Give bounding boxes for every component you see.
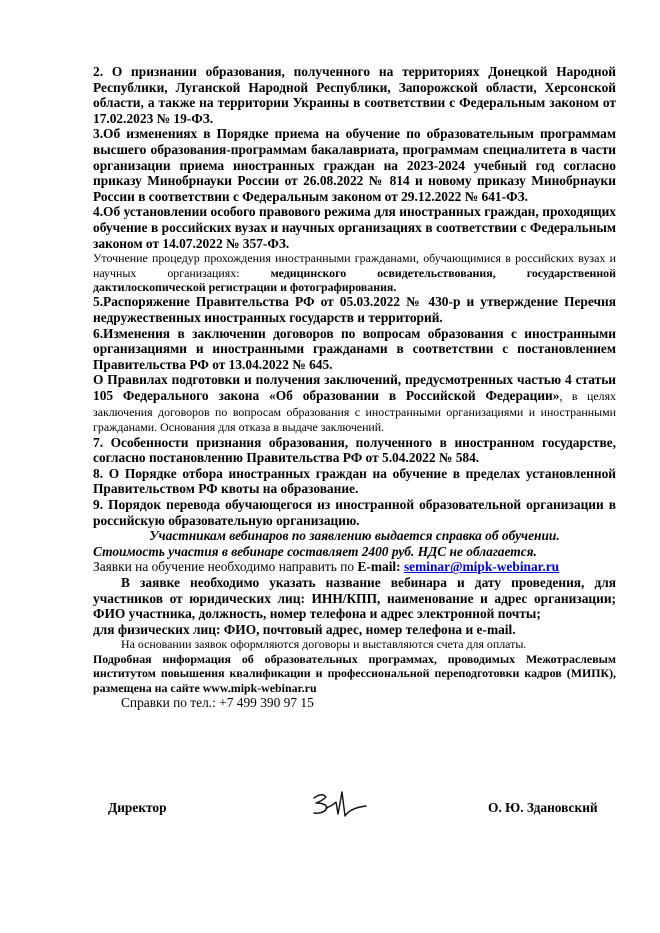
- document-body: [93, 64, 616, 711]
- certificate-notice: Участникам вебинаров по заявлению выдается справка об обучении.: [149, 528, 560, 544]
- item-7: 7. Особенности признания образования, полученного в иностранном государстве, согласно постановлению Правительства РФ от 5.04.2022 № 584.: [93, 434, 616, 466]
- info-paragraph: Подробная информация об образовательных программах, проводимых Межотраслевым институтом повышения квалификации и профессиональной переподготовки кадров (МИПК), размещена на сайте www.mipk-webinar.ru: [93, 651, 616, 695]
- email-label: E-mail:: [357, 559, 404, 575]
- individual-requirements: для физических лиц: ФИО, почтовый адрес, номер телефона и e-mail.: [93, 621, 516, 637]
- item-2: 2. О признании образования, полученного на территориях Донецкой Народной Республики, Луганской Народной Республики, Запорожской области, Херсонской области, а также на территории Украины в соответствии с Федеральным законом от 17.02.2023 № 19-ФЗ.: [93, 64, 616, 126]
- item-5: 5.Распоряжение Правительства РФ от 05.03.2022 № 430-р и утверждение Перечня недружественных иностранных государств и территорий.: [93, 294, 616, 325]
- cost-notice: Стоимость участия в вебинаре составляет 2400 руб. НДС не облагается.: [93, 543, 537, 559]
- signatory-title: Директор: [108, 800, 167, 815]
- item-3: 3.Об изменениях в Порядке приема на обучение по образовательным программам высшего образования-программам бакалавриата, программам специалитета в части организации приема иностранных граждан на 2023-2024 учебный год согласно приказу Минобрнауки России от 26.08.2022 № 814 и новому приказу Минобрнауки России в соответствии с Федеральным законом от 29.12.2022 № 641-ФЗ.: [93, 126, 616, 204]
- apply-line: [93, 559, 616, 575]
- item-4-details: [93, 251, 616, 294]
- item-6: 6.Изменения в заключении договоров по вопросам образования с иностранными организациями и иностранными гражданами в соответствии с постановлением Правительства РФ от 13.04.2022 № 645.: [93, 325, 616, 372]
- item-4: 4.Об установлении особого правового режима для иностранных граждан, проходящих обучение в российских вузах и научных организациях в соответствии с Федеральным законом от 14.07.2022 № 357-ФЗ.: [93, 204, 616, 251]
- item-4-details-bold: медицинского освидетельствования, государственной дактилоскопической регистрации и фотографирования.: [93, 265, 616, 294]
- item-6-rules: [93, 372, 616, 434]
- item-6-rules-rest: , в целях заключения договоров по вопросам образования с иностранными организациями и иностранными гражданами. Основания для отказа в выдаче заключений.: [93, 388, 616, 435]
- item-6-rules-bold: О Правилах подготовки и получения заключений, предусмотренных частью 4 статьи 105 Федерального закона «Об образовании в Российской Федерации»: [93, 372, 616, 403]
- item-9: 9. Порядок перевода обучающегося из иностранной образовательной организации в российскую образовательную организацию.: [93, 497, 616, 528]
- legal-requirements: В заявке необходимо указать название вебинара и дату проведения, для участников от юридических лиц: ИНН/КПП, наименование и адрес организации; ФИО участника, должность, номер телефона и адрес электронной почты;: [93, 575, 616, 622]
- signatory-name: О. Ю. Здановский: [488, 800, 598, 815]
- handwritten-signature-icon: [300, 786, 370, 822]
- email-link[interactable]: seminar@mipk-webinar.ru: [403, 559, 560, 575]
- phone-line: Справки по тел.: +7 499 390 97 15: [121, 695, 314, 711]
- contracts-note: На основании заявок оформляются договоры и выставляются счета для оплаты.: [121, 637, 527, 652]
- item-4-details-lead: Уточнение процедур прохождения иностранными гражданами, обучающимися в российских вузах и научных организациях:: [93, 251, 616, 280]
- apply-lead: Заявки на обучение необходимо направить по: [93, 559, 358, 575]
- item-8: 8. О Порядке отбора иностранных граждан на обучение в пределах установленной Правительством РФ квоты на образование.: [93, 465, 616, 497]
